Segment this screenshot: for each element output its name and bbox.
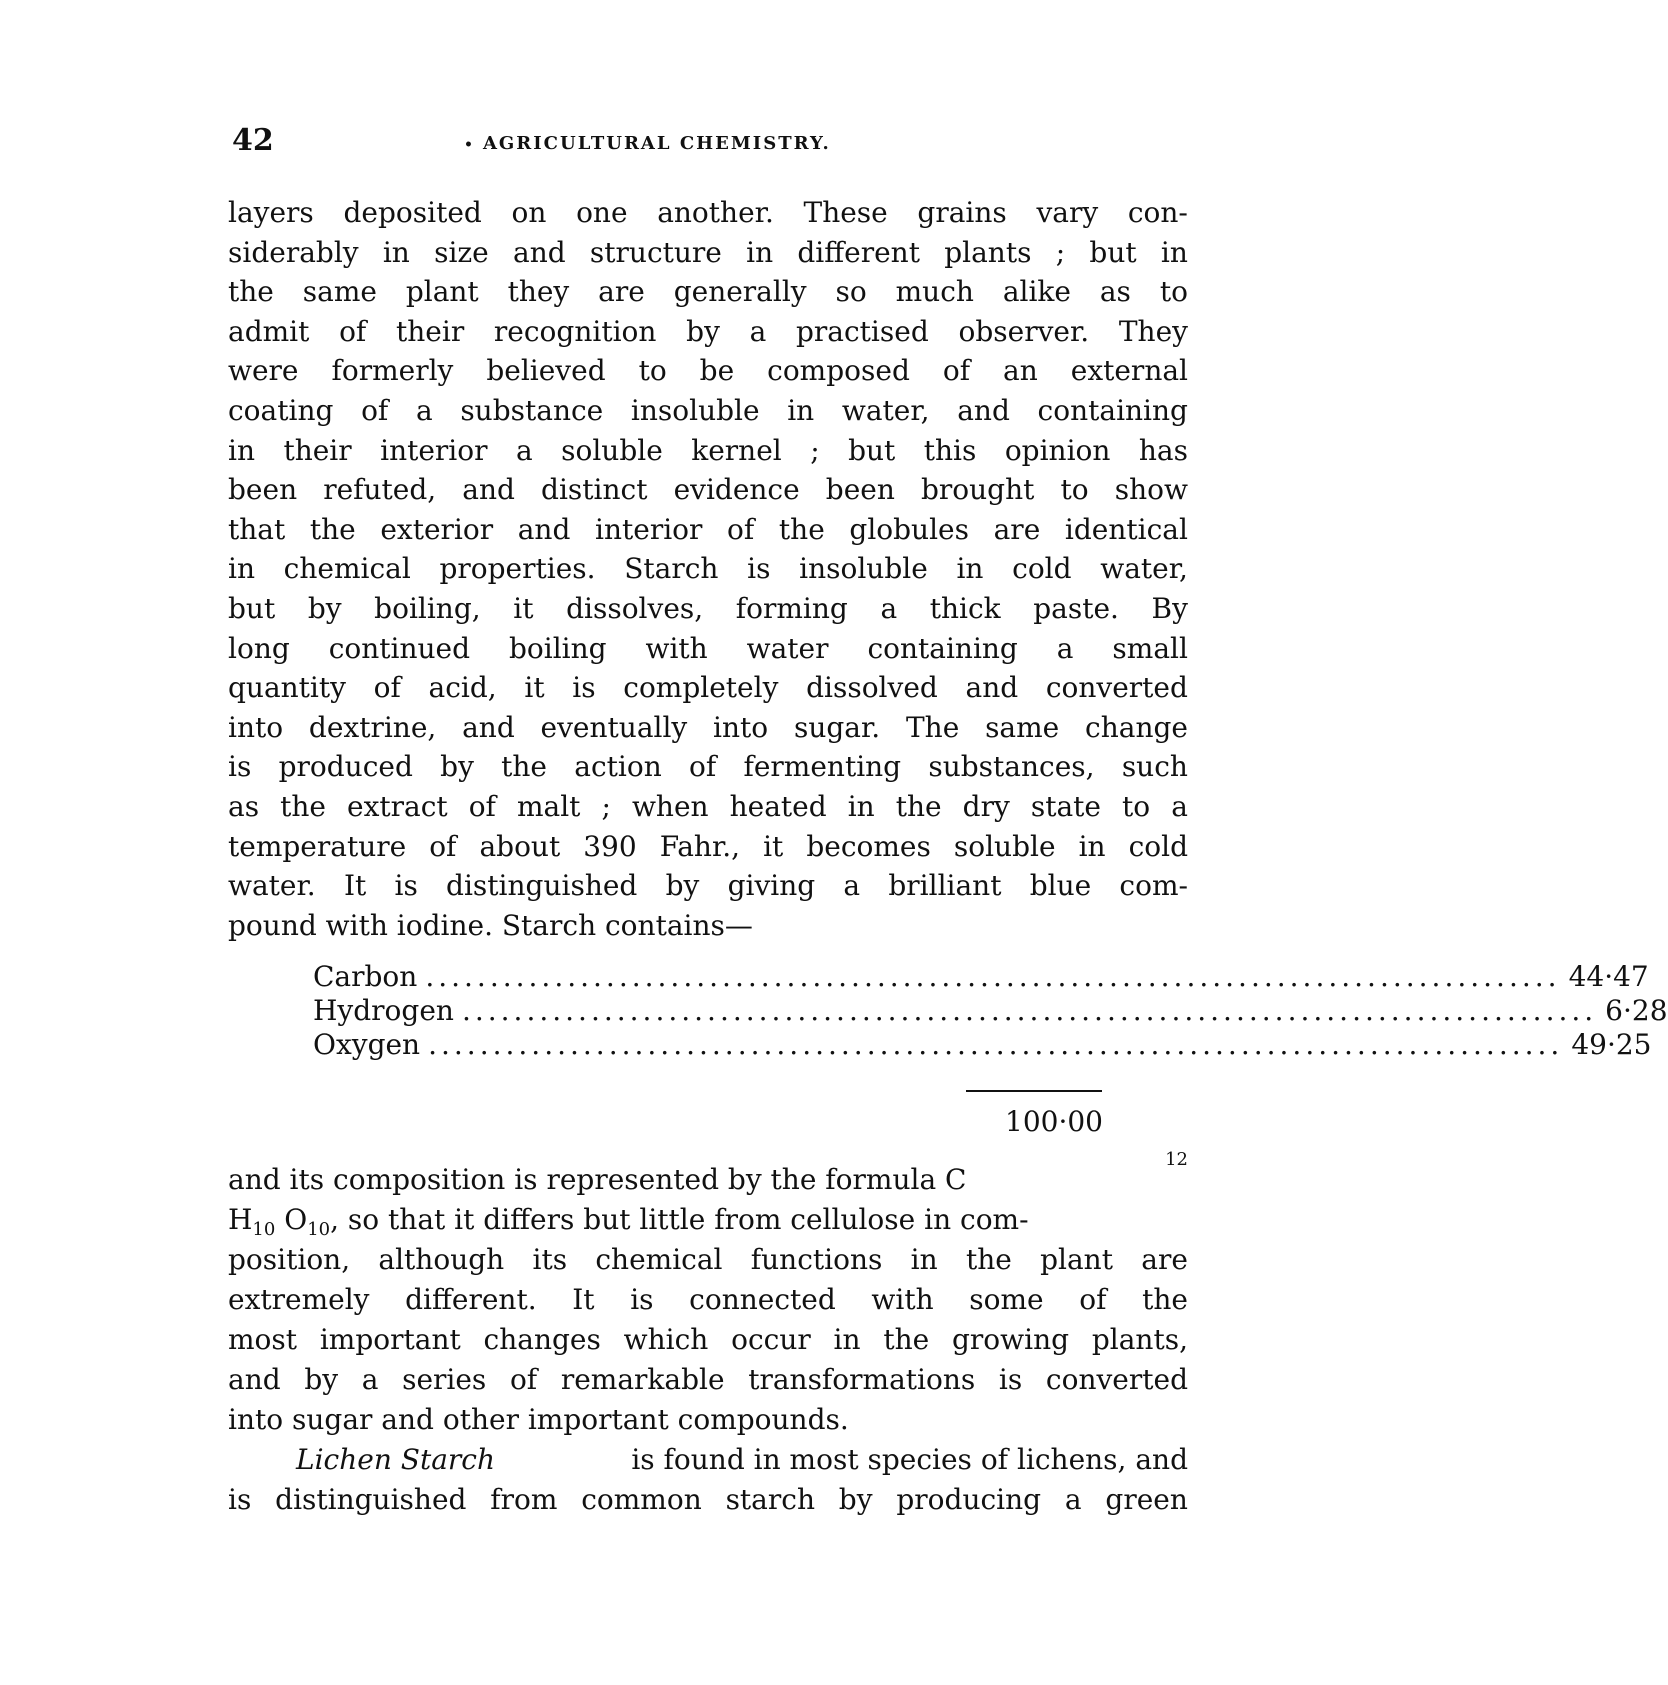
text-line: is produced by the action of fermenting substances, such bbox=[228, 750, 1188, 784]
leader-dots: ........................................................................................ bbox=[425, 960, 1561, 993]
running-title-text: AGRICULTURAL CHEMISTRY. bbox=[482, 133, 831, 154]
text-line: that the exterior and interior of the globules are identical bbox=[228, 512, 1188, 546]
text-line: siderably in size and structure in different plants ; but in bbox=[228, 235, 1188, 269]
element-value: 49·25 bbox=[1571, 1028, 1652, 1061]
running-title bbox=[464, 133, 831, 154]
element-label: Oxygen bbox=[313, 1028, 421, 1061]
table-row bbox=[313, 1028, 1652, 1062]
element-label: Hydrogen bbox=[313, 994, 454, 1027]
text-line bbox=[228, 1440, 1188, 1480]
text-line: quantity of acid, it is completely dissolved and converted bbox=[228, 671, 1188, 705]
bullet-icon: • bbox=[464, 137, 475, 153]
text-line: layers deposited on one another. These grains vary con- bbox=[228, 196, 1188, 229]
lichen-line-rest: is found in most species of lichens, and bbox=[631, 1443, 1188, 1476]
leader-dots: ........................................................................................ bbox=[461, 994, 1598, 1027]
text-line: but by boiling, it dissolves, forming a thick paste. By bbox=[228, 591, 1188, 625]
text-line: and by a series of remarkable transformations is converted bbox=[228, 1363, 1188, 1396]
text-line: temperature of about 390 Fahr., it becomes soluble in cold bbox=[228, 829, 1188, 863]
subscript: 12 bbox=[1165, 1149, 1188, 1170]
text-line: extremely different. It is connected with some of the bbox=[228, 1283, 1188, 1316]
text-line: long continued boiling with water containing a small bbox=[228, 631, 1188, 665]
page-header bbox=[232, 123, 1184, 163]
element-value: 6·28 bbox=[1605, 994, 1668, 1027]
composition-total: 100·00 bbox=[1005, 1105, 1103, 1138]
text-line: is distinguished from common starch by producing a green bbox=[228, 1483, 1188, 1516]
table-row bbox=[313, 994, 1668, 1028]
text-line: position, although its chemical functions in the plant are bbox=[228, 1243, 1188, 1276]
paragraph-formula bbox=[228, 1149, 1188, 1520]
formula-segment bbox=[228, 1200, 1029, 1240]
text-line: were formerly believed to be composed of an external bbox=[228, 354, 1188, 388]
text-line bbox=[228, 1200, 1188, 1240]
text-line: most important changes which occur in the growing plants, bbox=[228, 1323, 1188, 1356]
sum-rule bbox=[966, 1090, 1102, 1092]
text-line: in chemical properties. Starch is insoluble in cold water, bbox=[228, 552, 1188, 586]
subscript: 10 bbox=[307, 1219, 331, 1240]
text-line: into sugar and other important compounds. bbox=[228, 1403, 849, 1436]
subscript: 10 bbox=[252, 1219, 276, 1240]
text-line: the same plant they are generally so much alike as to bbox=[228, 275, 1188, 309]
text-line: pound with iodine. Starch contains— bbox=[228, 908, 753, 942]
table-row bbox=[313, 960, 1649, 994]
formula-o: O bbox=[284, 1203, 308, 1236]
text-line: in their interior a soluble kernel ; but this opinion has bbox=[228, 433, 1188, 467]
text-line bbox=[228, 1149, 1188, 1200]
text-line: into dextrine, and eventually into sugar. The same change bbox=[228, 710, 1188, 744]
page-number: 42 bbox=[232, 123, 274, 158]
text-line: as the extract of malt ; when heated in the dry state to a bbox=[228, 789, 1188, 823]
text-line: admit of their recognition by a practised observer. They bbox=[228, 314, 1188, 348]
text-line: been refuted, and distinct evidence been brought to show bbox=[228, 473, 1188, 507]
lichen-starch-term: Lichen Starch bbox=[296, 1443, 495, 1476]
leader-dots: ........................................................................................ bbox=[428, 1028, 1564, 1061]
starch-composition-table bbox=[313, 960, 1668, 1062]
element-label: Carbon bbox=[313, 960, 418, 993]
formula-line-rest: , so that it differs but little from cellulose in com- bbox=[330, 1203, 1029, 1236]
formula-h: H bbox=[228, 1203, 253, 1236]
element-value: 44·47 bbox=[1568, 960, 1649, 993]
text-line: water. It is distinguished by giving a brilliant blue com- bbox=[228, 869, 1188, 903]
paragraph-starch bbox=[228, 193, 1188, 945]
text-line: coating of a substance insoluble in water, and containing bbox=[228, 393, 1188, 427]
formula-line-text: and its composition is represented by the formula C bbox=[228, 1163, 967, 1196]
